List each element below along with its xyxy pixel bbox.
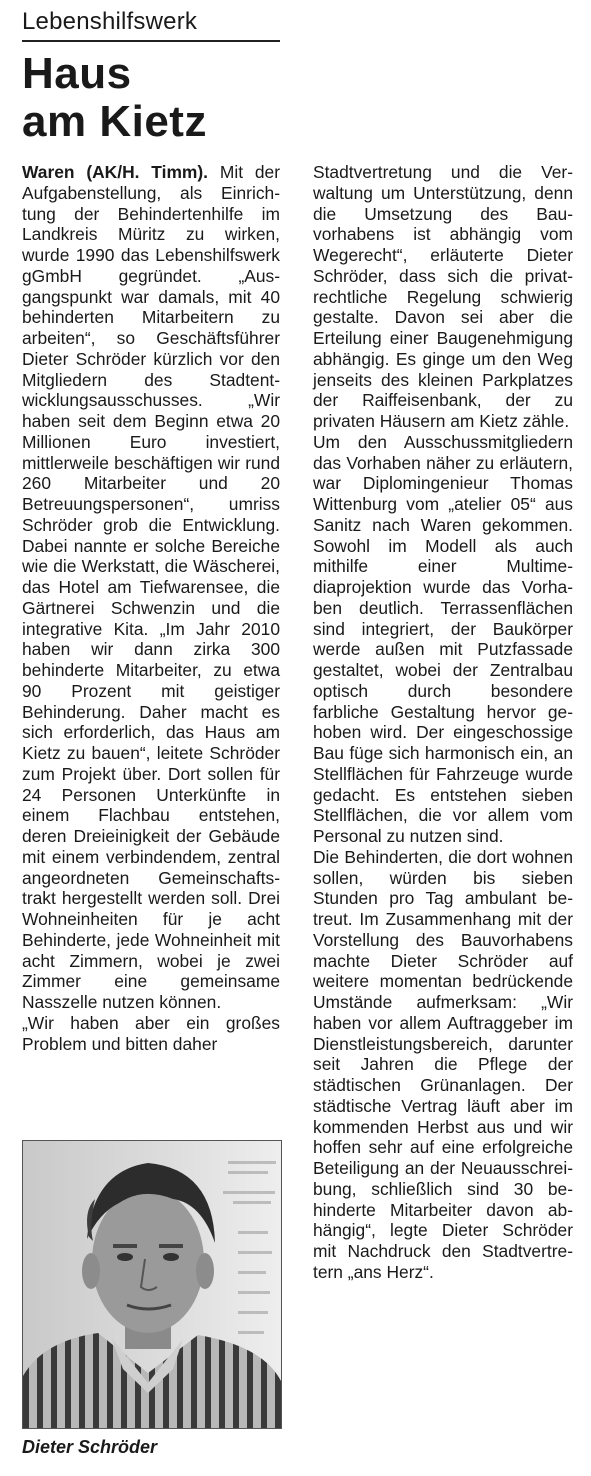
paragraph-text: Mit der Aufgabenstellung, als Einrichtung der Behindertenhilfe im Landkreis Müritz zu wirken, wurde 1990 das Lebenshilfswerk gGmbH gegründet. „Ausgangspunkt war damals, mit 40 behinderten Mitarbeitern zu arbeiten“, so Geschäftsführer Dieter Schröder kürzlich vor den Mitgliedern des Stadtentwicklungsausschusses. „Wir haben seit dem Beginn etwa 20 Millionen Euro investiert, mittlerweile beschäftigen wir rund 260 Mitarbeiter und 20 Betreuungspersonen“, umriss Schröder grob die Entwicklung. Dabei nannte er solche Bereiche wie die Werkstatt, die Wäscherei, das Hotel am Tiefwarensee, die Gärtnerei Schwenzin und die integrative Kita. „Im Jahr 2010 haben wir dann zirka 300 behinderte Mitarbeiter, zu etwa 90 Prozent mit geistiger Behinderung. Daher macht es sich erforderlich, das Haus am Kietz zu bauen“, leitete Schröder zum Projekt über. Dort sollen für 24 Personen Unterkünfte in einem Flachbau entstehen, deren Dreieinigkeit der Gebäude mit einem verbindendem, zentral angeordneten Gemeinschaftstrakt hergestellt werden soll. Drei Wohneinheiten für je acht Behinderte, jede Wohneinheit mit acht Zimmern, wobei je zwei Zimmer eine gemeinsame Nasszelle nutzen können. <box>22 162 280 1012</box>
photo-caption: Dieter Schröder <box>22 1437 158 1457</box>
paragraph: Stadtvertretung und die Verwaltung um Unterstützung, denn die Umsetzung des Bauvorhabens ist abhängig vom Wegerecht“, erläuterte Dieter Schröder, dass sich die privatrechtliche Regelung schwierig gestalte. Davon sei aber die Erteilung einer Baugenehmigung abhängig. Es ginge um den Weg jenseits des kleinen Parkplatzes der Raiffeisenbank, der zu privaten Häusern am Kietz zähle. <box>313 162 573 431</box>
paragraph: „Wir haben aber ein großes Problem und bitten daher <box>22 1012 280 1054</box>
headline-line-2: am Kietz <box>22 97 207 146</box>
portrait-photo <box>22 1140 282 1429</box>
paragraph: Die Behinderten, die dort wohnen sollen, würden bis sieben Stunden pro Tag ambulant betreut. Im Zusammenhang mit der Vorstellung des Bauvorhabens machte Dieter Schröder auf weitere momentan bedrückende Umstände aufmerksam: „Wir haben vor allem Auftraggeber im Dienstleistungsbereich, darunter seit Jahren die Pflege der städtischen Grünanlagen. Der städtische Vertrag läuft aber im kommenden Herbst aus und wir hoffen sehr auf eine erfolgreiche Beteiligung an der Neuausschreibung, schließlich sind 30 behinderte Mitarbeiter davon abhängig“, legte Dieter Schröder mit Nachdruck den Stadtvertretern „ans Herz“. <box>313 846 573 1282</box>
kicker-rule <box>22 40 280 42</box>
dateline: Waren (AK/H. Timm). <box>22 162 208 182</box>
paragraph <box>22 162 280 1013</box>
kicker: Lebenshilfswerk <box>22 8 198 35</box>
portrait-image <box>23 1141 281 1428</box>
paragraph: Um den Ausschussmitgliedern das Vorhaben näher zu erläutern, war Diplomingenieur Thomas Wittenburg vom „atelier 05“ aus Sanitz nach Waren gekommen. Sowohl im Modell als auch mithilfe einer Multimediaprojektion wurde das Vorhaben deutlich. Terrassenflächen sind integriert, der Baukörper werde außen mit Putzfassade gestaltet, wobei der Zentralbau optisch durch besondere farbliche Gestaltung hervor gehoben wird. Der eingeschossige Bau füge sich harmonisch ein, an Stellflächen für Fahrzeuge wurde gedacht. Es entstehen sieben Stellflächen, die vor allem vom Personal zu nutzen sind. <box>313 431 573 846</box>
headline-line-1: Haus <box>22 49 132 98</box>
article-column-1 <box>22 162 280 1054</box>
headline <box>22 50 207 146</box>
article-column-2 <box>313 162 573 1283</box>
